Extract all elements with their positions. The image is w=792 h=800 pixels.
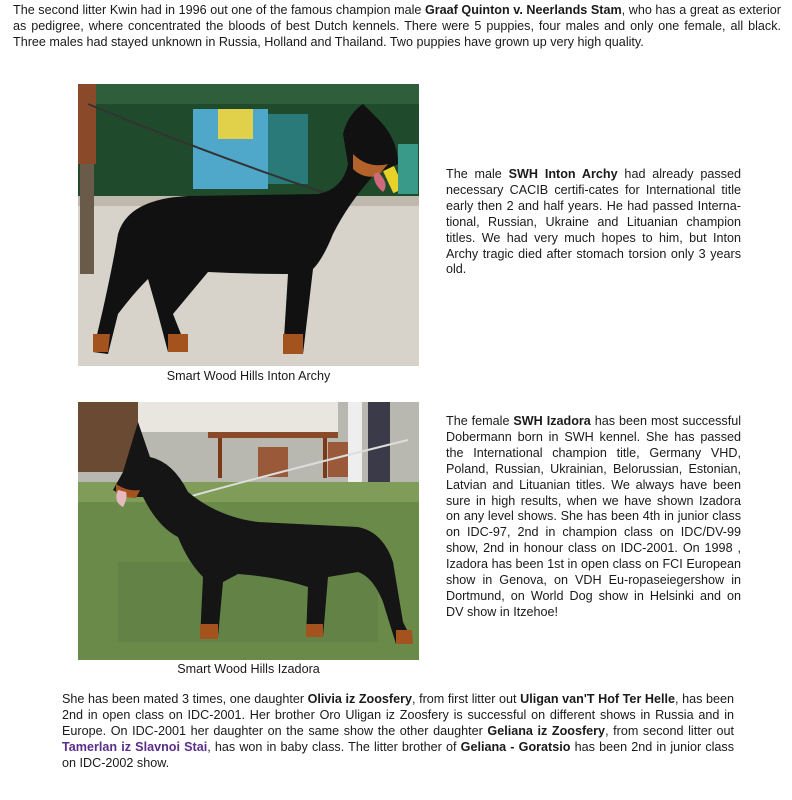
archy-description	[446, 167, 741, 278]
archy-text-1: The male	[446, 167, 509, 181]
outro-text-3: , has been 2nd in open class on IDC-2001. Her brother Oro Uligan iz Zoosfery is successful on different shows in Russia and in Europe. On IDC-2001 her daughter on the same show the other daughter	[62, 692, 734, 738]
photo-inton-archy	[78, 84, 419, 366]
caption-izadora: Smart Wood Hills Izadora	[177, 662, 320, 676]
outro-text-4: , from second litter out	[605, 723, 735, 738]
sire-name: Graaf Quinton v. Neerlands Stam	[424, 3, 622, 17]
outro-text-6: has been 2nd in junior class on IDC-2002 show.	[62, 739, 735, 770]
offspring-paragraph	[62, 692, 734, 772]
daughter-olivia: Olivia iz Zoosfery	[307, 692, 413, 706]
outro-text-1: She has been mated 3 times, one daughter	[62, 692, 308, 706]
sire-uligan: Uligan van'T Hof Ter Helle	[520, 692, 676, 706]
izadora-text-1: The female	[446, 414, 514, 428]
izadora-description	[446, 414, 741, 621]
intro-text-2: , who has a great as exterior as pedigree, where concentrated the bloods of best Dutch kennels. There were 5 puppies, four males and only one female, all black. Three males had stayed unknown in Russia, Holland and Thailand. Two puppies have grown up very high quality.	[13, 3, 781, 49]
outro-text-5: , has won in baby class. The litter brother of	[207, 739, 461, 754]
caption-inton-archy: Smart Wood Hills Inton Archy	[166, 369, 331, 383]
izadora-name: SWH Izadora	[513, 414, 591, 428]
archy-name: SWH Inton Archy	[508, 167, 618, 181]
daughter-geliana: Geliana iz Zoosfery	[487, 723, 606, 738]
outro-text-2: , from first litter out	[412, 692, 521, 706]
photo-izadora	[78, 402, 419, 660]
intro-text-1: The second litter Kwin had in 1996 out one of the famous champion male	[13, 3, 425, 17]
brother-goratsio: Geliana - Goratsio	[460, 739, 571, 754]
link-tamerlan[interactable]: Tamerlan iz Slavnoi Stai	[62, 739, 208, 754]
izadora-text-2: has been most successful Dobermann born in SWH kennel. She has passed the International champion title, Germany VHD, Poland, Russian, Ukrainian, Belorussian, Estonian, Latvian and Lituanian titles. We always have been sure in high results, when we have shown Izadora on any level shows. She has been 4th in junior class on IDC-97, 2nd in champion class on IDC/DV-99 show, 2nd in honour class on IDC-2001. On 1998 , Izadora has been 1st in open class on FCI European show in Genova, on VDH Eu-ropaseiegershow in Dortmund, on World Dog show in Helsinki and on DV show in Itzehoe!	[446, 414, 741, 619]
archy-text-2: had already passed necessary CACIB certifi-cates for International title early then 2 and half years. He had passed Interna-tional, Russian, Ukraine and Lituanian champion titles. We had very much hopes to him, but Inton Archy tragic died after stomach torsion only 3 years old.	[446, 167, 741, 277]
intro-paragraph	[13, 3, 781, 51]
